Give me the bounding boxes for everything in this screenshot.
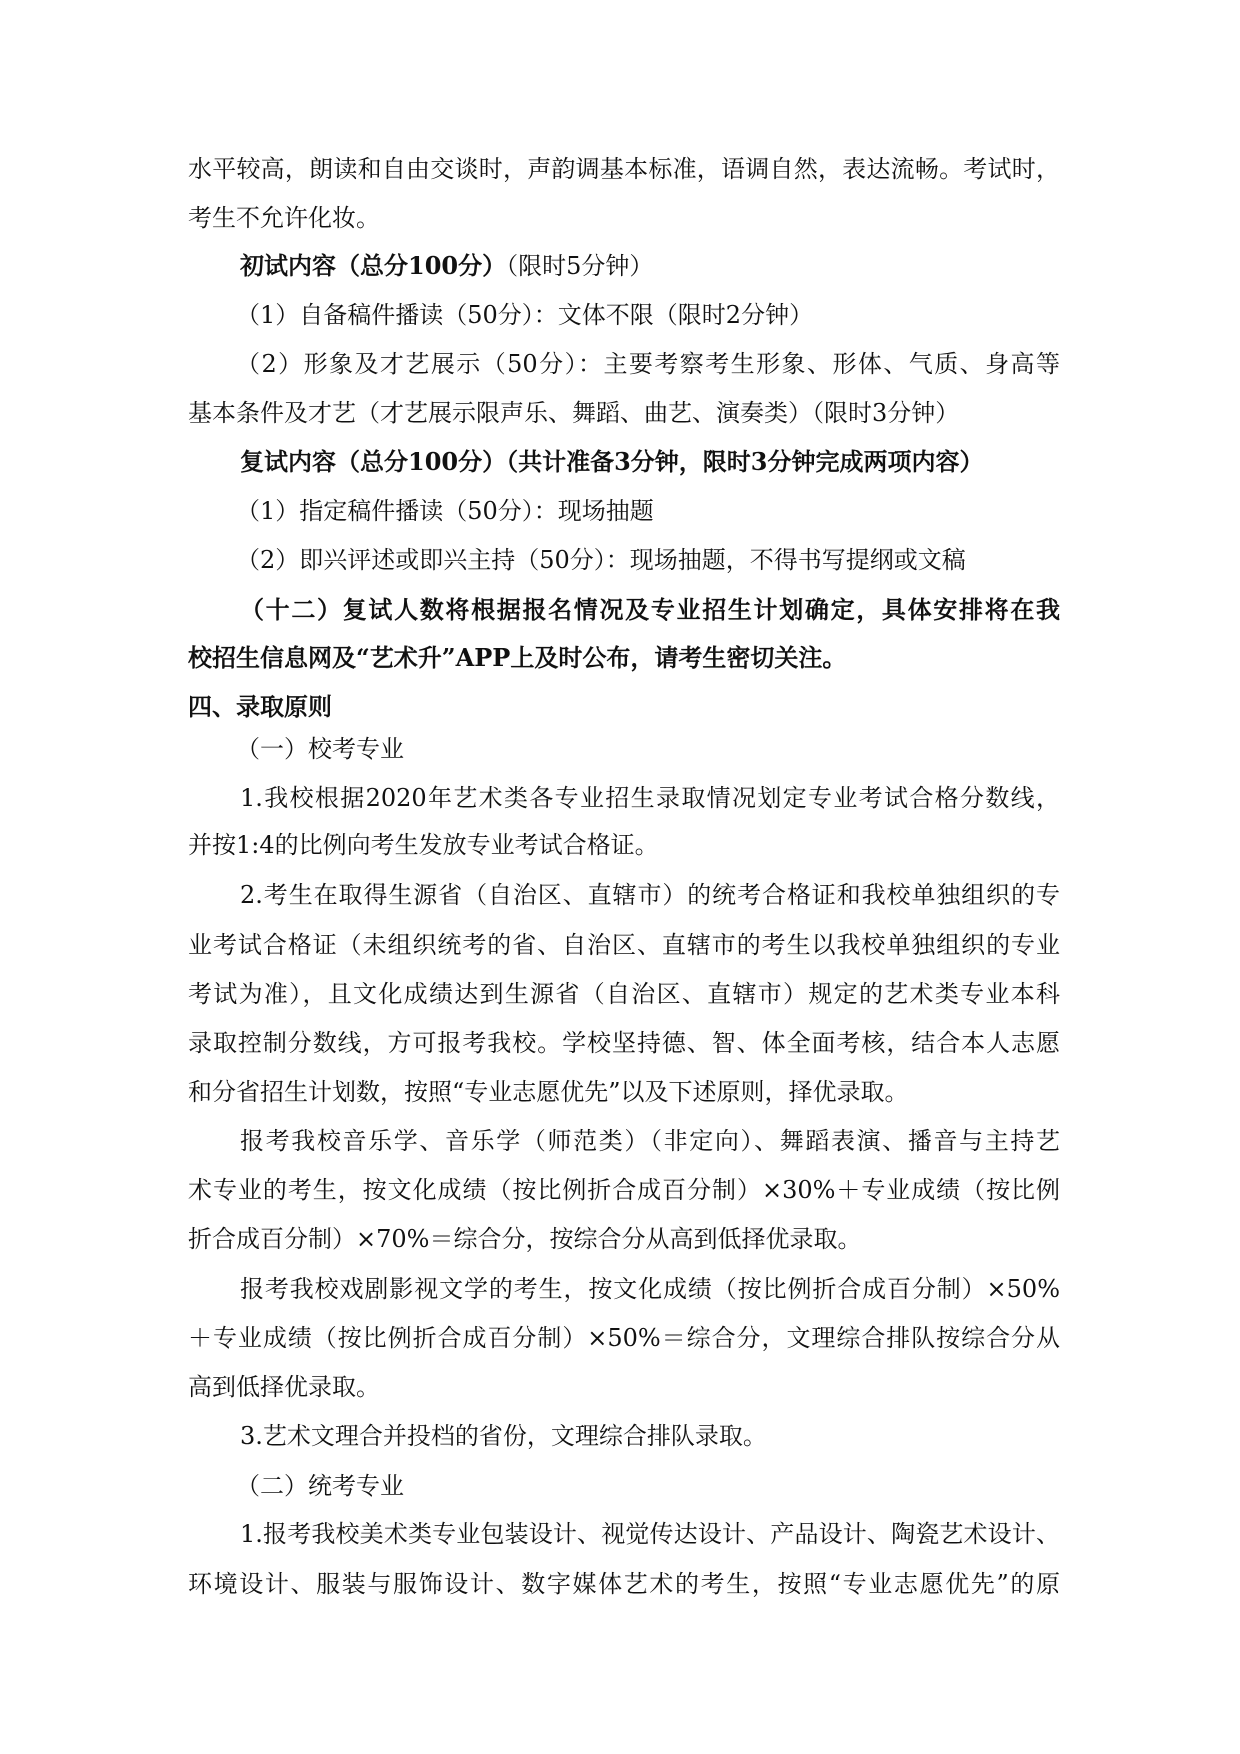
bold-notice-line: 校招生信息网及“艺术升”APP上及时公布，请考生密切关注。 [188,643,847,672]
paragraph-line: 高到低择优录取。 [188,1373,380,1401]
section-heading: 四、录取原则 [188,692,332,721]
paragraph-line: 术专业的考生，按文化成绩（按比例折合成百分制）×30%＋专业成绩（按比例 [188,1176,1060,1204]
paragraph-line: 考试为准），且文化成绩达到生源省（自治区、直辖市）规定的艺术类专业本科 [188,980,1060,1008]
subsection-heading: （一）校考专业 [236,735,404,763]
paragraph-line: 报考我校戏剧影视文学的考生，按文化成绩（按比例折合成百分制）×50% [240,1275,1060,1303]
paragraph-line: 水平较高，朗读和自由交谈时，声韵调基本标准，语调自然，表达流畅。考试时， [188,155,1060,183]
paragraph-line: 1.报考我校美术类专业包装设计、视觉传达设计、产品设计、陶瓷艺术设计、 [240,1520,1060,1548]
list-item: （1）指定稿件播读（50分）：现场抽题 [236,497,654,525]
bold-notice-line: （十二）复试人数将根据报名情况及专业招生计划确定，具体安排将在我 [240,595,1060,624]
paragraph-line: 基本条件及才艺（才艺展示限声乐、舞蹈、曲艺、演奏类）（限时3分钟） [188,399,960,427]
paragraph-line: 报考我校音乐学、音乐学（师范类）（非定向）、舞蹈表演、播音与主持艺 [240,1127,1060,1155]
paragraph-line: 1.我校根据2020年艺术类各专业招生录取情况划定专业考试合格分数线， [240,784,1060,812]
preliminary-exam-heading: 初试内容（总分100分） [240,251,507,280]
subsection-heading: （二）统考专业 [236,1472,404,1500]
paragraph-line: ＋专业成绩（按比例折合成百分制）×50%＝综合分，文理综合排队按综合分从 [188,1324,1060,1352]
paragraph-line: 考生不允许化妆。 [188,204,380,232]
list-item: （2）形象及才艺展示（50分）：主要考察考生形象、形体、气质、身高等 [236,350,1060,378]
time-limit-note: （限时5分钟） [506,252,654,280]
paragraph-line: 环境设计、服装与服饰设计、数字媒体艺术的考生，按照“专业志愿优先”的原 [188,1570,1060,1598]
list-item: （1）自备稿件播读（50分）：文体不限（限时2分钟） [236,301,814,329]
paragraph-line: 并按1:4的比例向考生发放专业考试合格证。 [188,831,659,859]
paragraph-line: 和分省招生计划数，按照“专业志愿优先”以及下述原则，择优录取。 [188,1078,909,1106]
list-item: （2）即兴评述或即兴主持（50分）：现场抽题，不得书写提纲或文稿 [236,546,966,574]
paragraph-line: 折合成百分制）×70%＝综合分，按综合分从高到低择优录取。 [188,1225,862,1253]
paragraph-line: 录取控制分数线，方可报考我校。学校坚持德、智、体全面考核，结合本人志愿 [188,1029,1060,1057]
paragraph-line: 3.艺术文理合并投档的省份，文理综合排队录取。 [240,1422,767,1450]
section-heading-line [240,251,653,281]
retest-heading: 复试内容（总分100分）（共计准备3分钟，限时3分钟完成两项内容） [240,447,984,476]
paragraph-line: 业考试合格证（未组织统考的省、自治区、直辖市的考生以我校单独组织的专业 [188,931,1060,959]
paragraph-line: 2.考生在取得生源省（自治区、直辖市）的统考合格证和我校单独组织的专 [240,881,1060,909]
